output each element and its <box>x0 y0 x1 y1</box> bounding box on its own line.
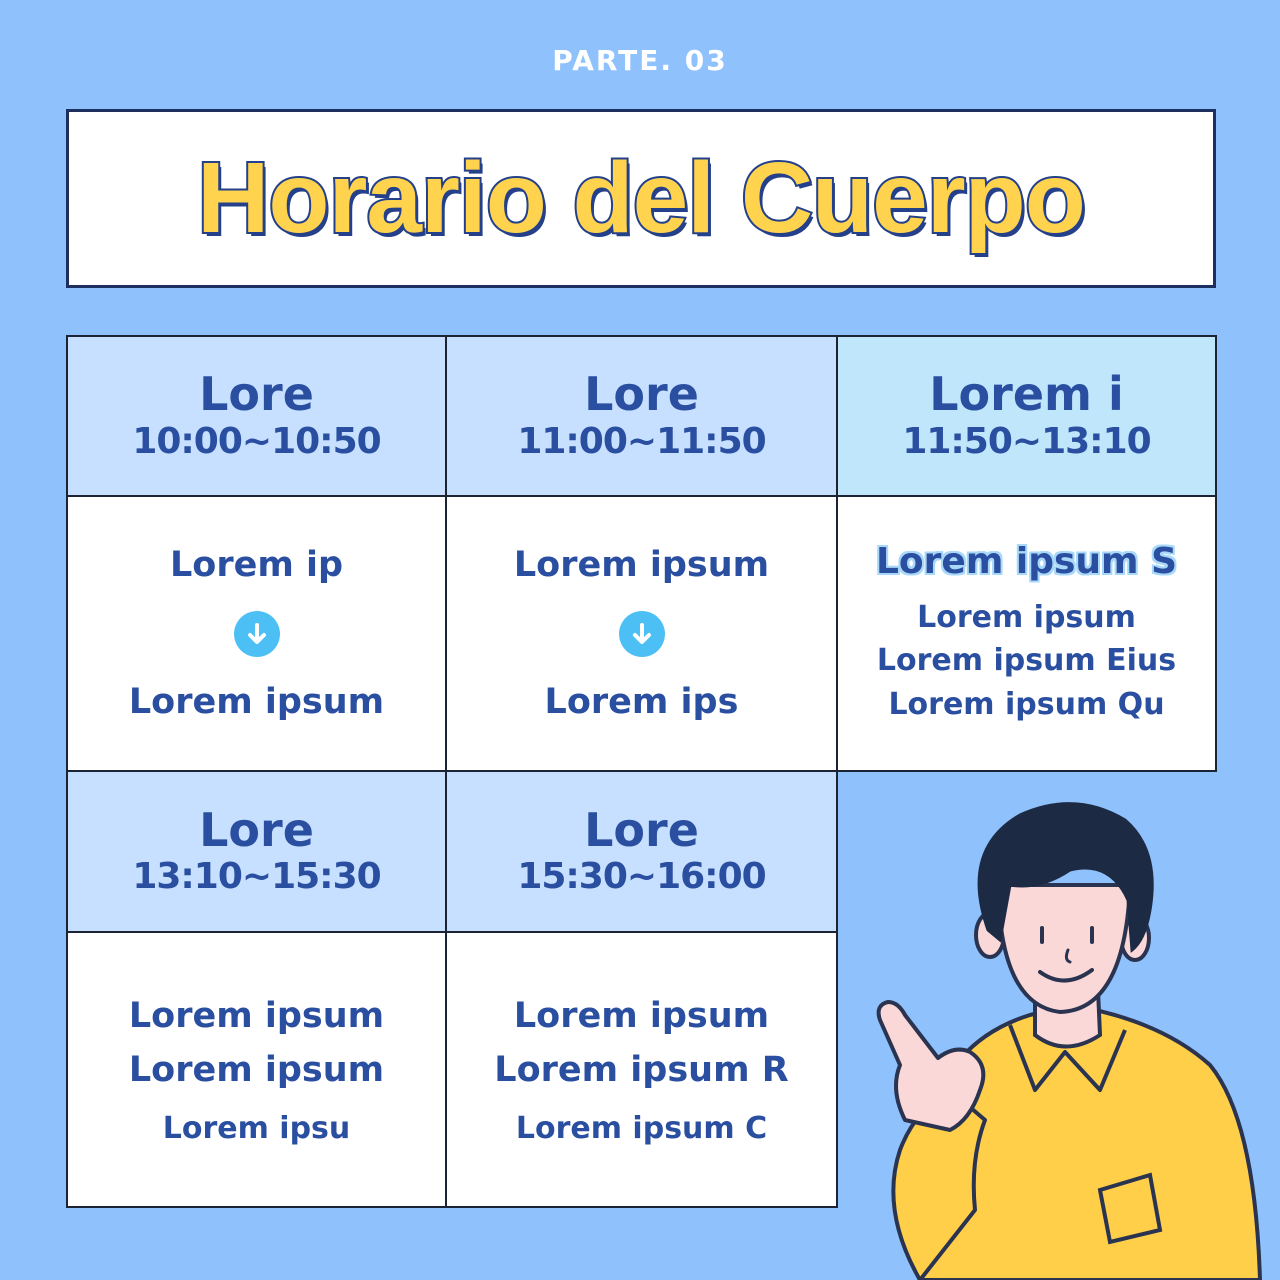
block-4-line-1: Lorem ipsum <box>128 995 385 1036</box>
block-5-line-1: Lorem ipsum <box>513 995 770 1036</box>
block-3-header <box>836 335 1217 497</box>
block-3-line-1: Lorem ipsum <box>917 599 1136 635</box>
page-title: Horario del Cuerpo <box>197 142 1085 254</box>
block-3-highlight: Lorem ipsum S <box>875 540 1178 582</box>
block-4-name: Lore <box>199 802 314 857</box>
block-1-time: 10:00~10:50 <box>132 420 381 462</box>
block-5-header <box>445 770 838 933</box>
block-5-time: 15:30~16:00 <box>517 856 766 898</box>
block-1-body <box>66 495 447 772</box>
block-4-line-3: Lorem ipsu <box>162 1111 351 1146</box>
block-3-line-3: Lorem ipsum Qu <box>888 686 1165 722</box>
block-5-line-3: Lorem ipsum C <box>515 1111 768 1146</box>
block-5-name: Lore <box>584 802 699 857</box>
block-2-name: Lore <box>584 367 699 422</box>
title-box <box>66 109 1216 288</box>
block-1-name: Lore <box>199 367 314 422</box>
part-label: PARTE. 03 <box>552 44 728 77</box>
arrow-down-circle-icon <box>619 611 665 657</box>
block-4-line-2: Lorem ipsum <box>128 1049 385 1090</box>
block-4-time: 13:10~15:30 <box>132 856 381 898</box>
block-2-body <box>445 495 838 772</box>
block-2-line-1: Lorem ipsum <box>513 545 770 586</box>
block-3-line-2: Lorem ipsum Eius <box>876 643 1177 679</box>
arrow-down-circle-icon <box>234 611 280 657</box>
block-5-line-2: Lorem ipsum R <box>494 1049 789 1090</box>
block-2-header <box>445 335 838 497</box>
block-4-body <box>66 931 447 1208</box>
block-3-time: 11:50~13:10 <box>902 420 1151 462</box>
block-2-line-2: Lorem ips <box>544 681 739 722</box>
block-1-line-1: Lorem ip <box>169 545 344 586</box>
block-5-body <box>445 931 838 1208</box>
pointing-person-illustration <box>860 790 1280 1280</box>
block-1-line-2: Lorem ipsum <box>128 681 385 722</box>
block-4-header <box>66 770 447 933</box>
block-1-header <box>66 335 447 497</box>
block-3-body <box>836 495 1217 772</box>
block-3-name: Lorem i <box>929 367 1124 422</box>
block-2-time: 11:00~11:50 <box>517 420 766 462</box>
